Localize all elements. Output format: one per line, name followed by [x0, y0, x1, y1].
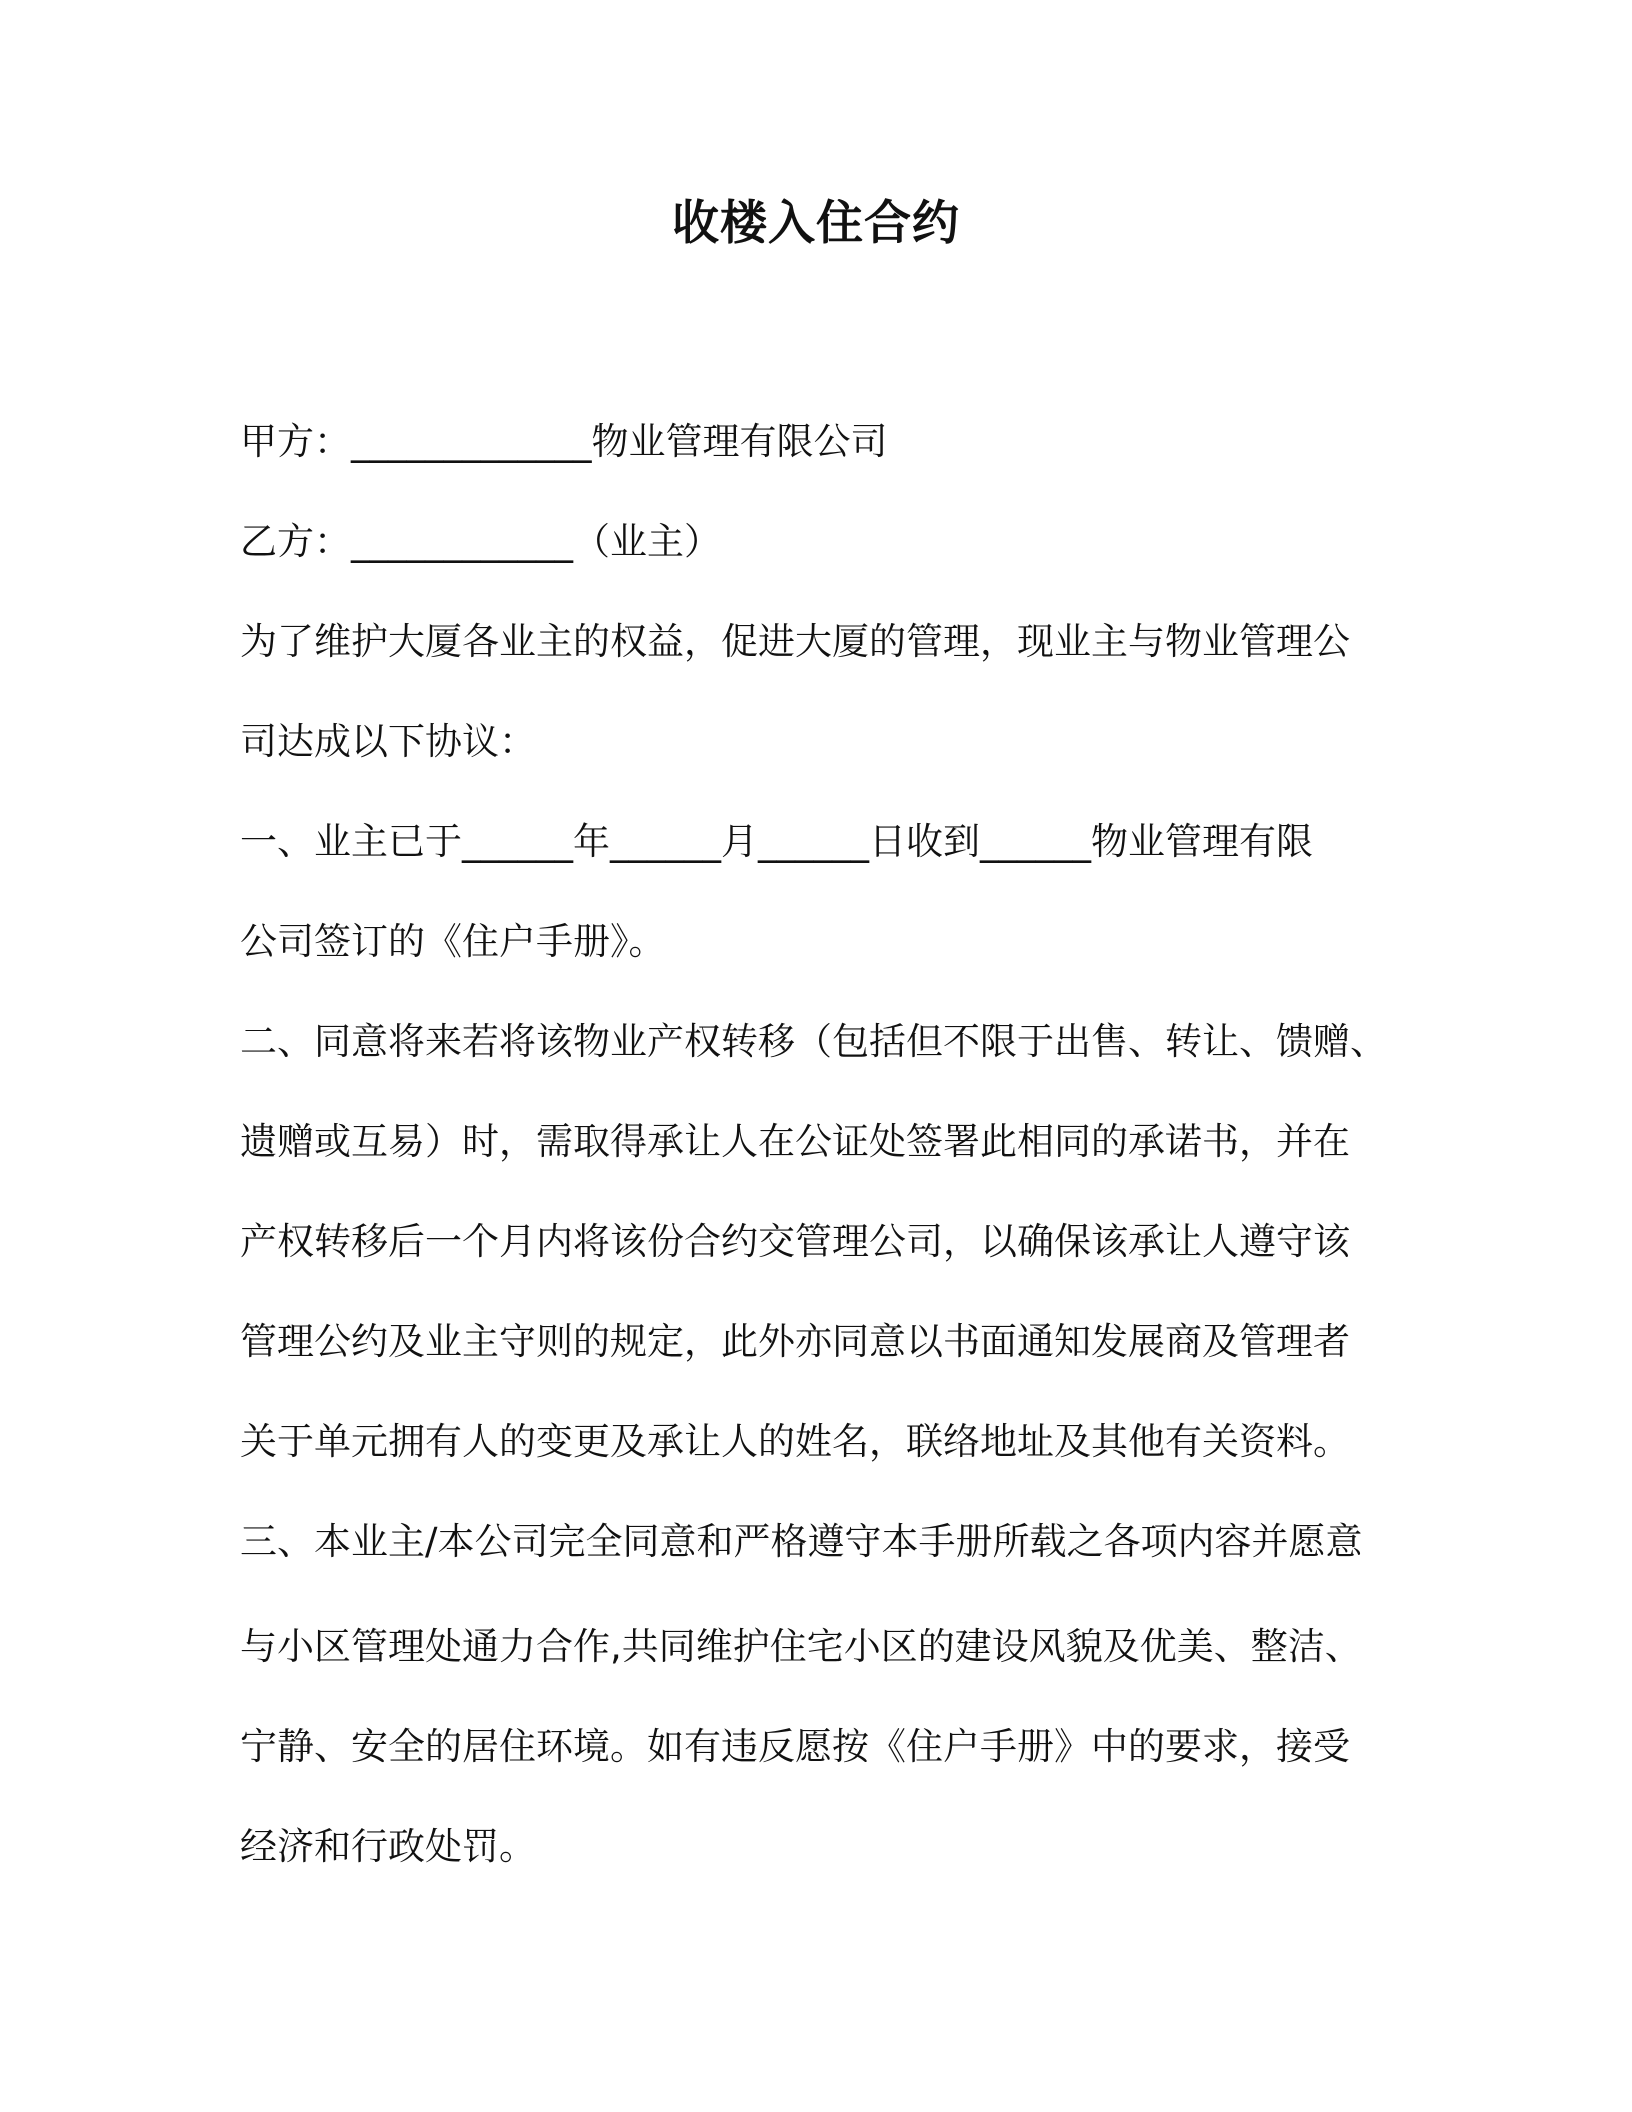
document-title: 收楼入住合约: [672, 196, 960, 251]
paragraph-line: 关于单元拥有人的变更及承让人的姓名，联络地址及其他有关资料。: [240, 1420, 1350, 1463]
paragraph-line: 与小区管理处通力合作,共同维护住宅小区的建设风貌及优美、整洁、: [240, 1625, 1362, 1668]
paragraph-line: 三、本业主/本公司完全同意和严格遵守本手册所载之各项内容并愿意: [240, 1520, 1363, 1563]
paragraph-line: 二、同意将来若将该物业产权转移（包括但不限于出售、转让、馈赠、: [240, 1020, 1387, 1063]
paragraph-line: 产权转移后一个月内将该份合约交管理公司，以确保该承让人遵守该: [240, 1220, 1350, 1263]
party-b-line: 乙方：____________（业主）: [240, 520, 721, 563]
paragraph-line: 一、业主已于______年______月______日收到______物业管理有限: [240, 820, 1313, 863]
paragraph-line: 公司签订的《住户手册》。: [240, 920, 666, 963]
paragraph-line: 司达成以下协议：: [240, 720, 536, 763]
party-a-line: 甲方：_____________物业管理有限公司: [240, 420, 888, 463]
paragraph-line: 宁静、安全的居住环境。如有违反愿按《住户手册》中的要求，接受: [240, 1725, 1350, 1768]
paragraph-line: 经济和行政处罚。: [240, 1825, 536, 1868]
paragraph-line: 管理公约及业主守则的规定，此外亦同意以书面通知发展商及管理者: [240, 1320, 1350, 1363]
paragraph-line: 遗赠或互易）时，需取得承让人在公证处签署此相同的承诺书，并在: [240, 1120, 1350, 1163]
paragraph-line: 为了维护大厦各业主的权益，促进大厦的管理，现业主与物业管理公: [240, 620, 1350, 663]
